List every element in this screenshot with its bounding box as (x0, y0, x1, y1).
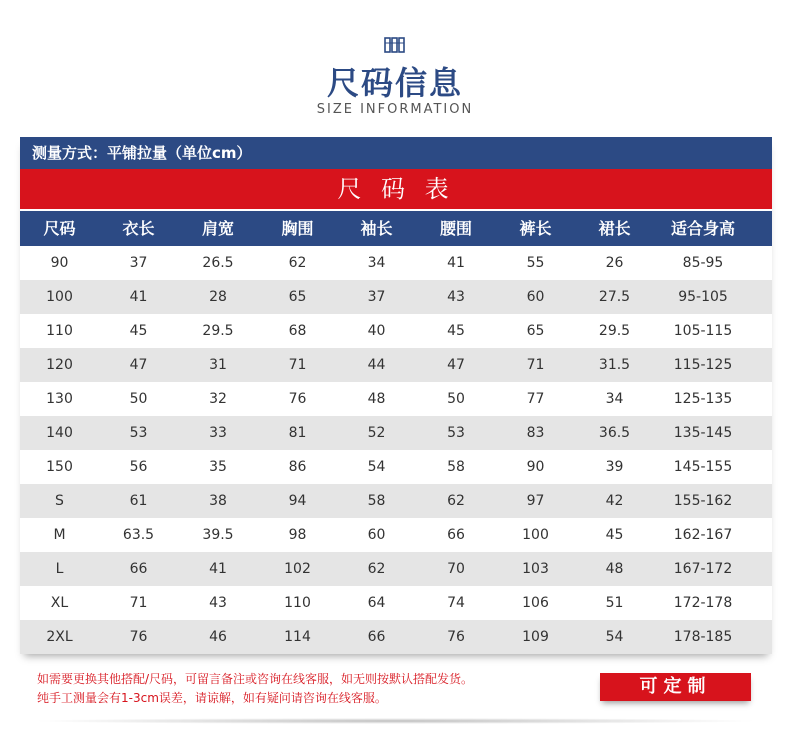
table-row (20, 620, 772, 654)
table-row (20, 314, 772, 348)
table-cell: 58 (447, 459, 465, 475)
size-table (20, 137, 772, 654)
table-cell: 39 (605, 459, 624, 475)
table-cell: 53 (129, 425, 148, 441)
table-cell: 63.5 (122, 527, 155, 543)
table-body (20, 246, 772, 654)
table-cell: 105-115 (673, 323, 733, 339)
table-cell: 71 (526, 357, 545, 373)
table-cell: 130 (46, 391, 73, 407)
table-cell: 43 (447, 289, 465, 305)
table-cell: 60 (367, 527, 386, 543)
table-cell: 150 (46, 459, 73, 475)
table-cell: 94 (288, 493, 307, 509)
table-cell: 32 (209, 391, 227, 407)
book-icon (384, 36, 406, 54)
table-cell: 31.5 (598, 357, 631, 373)
measure-method: 测量方式：平铺拉量（单位cm） (20, 137, 772, 169)
table-cell: 53 (447, 425, 465, 441)
table-cell: 52 (367, 425, 386, 441)
table-cell: 47 (129, 357, 148, 373)
table-header (20, 209, 772, 246)
table-cell: 178-185 (673, 629, 733, 645)
table-cell: 45 (447, 323, 465, 339)
table-cell: 172-178 (673, 595, 733, 611)
table-cell: 77 (526, 391, 545, 407)
table-cell: 60 (526, 289, 545, 305)
table-cell: 50 (129, 391, 148, 407)
customizable-button[interactable]: 可定制 (600, 673, 751, 701)
table-cell: 26.5 (202, 255, 234, 271)
table-cell: S (55, 493, 64, 509)
table-cell: 42 (605, 493, 624, 509)
table-cell: 64 (367, 595, 386, 611)
table-cell: 40 (367, 323, 386, 339)
table-cell: 66 (367, 629, 386, 645)
table-cell: 167-172 (673, 561, 733, 577)
table-cell: 162-167 (673, 527, 733, 543)
table-cell: 76 (447, 629, 465, 645)
table-cell: 44 (367, 357, 386, 373)
table-cell: 66 (447, 527, 465, 543)
table-cell: 48 (367, 391, 386, 407)
table-cell: 27.5 (598, 289, 631, 305)
table-cell: 62 (367, 561, 386, 577)
table-cell: 70 (447, 561, 465, 577)
notes (37, 670, 473, 708)
table-cell: 90 (50, 255, 69, 271)
table-row (20, 450, 772, 484)
table-cell: 103 (522, 561, 549, 577)
table-cell: 55 (526, 255, 545, 271)
table-cell: 65 (288, 289, 307, 305)
table-row (20, 348, 772, 382)
table-cell: 51 (605, 595, 624, 611)
table-cell: 98 (288, 527, 307, 543)
column-header: 胸围 (281, 219, 314, 238)
table-cell: 28 (209, 289, 227, 305)
table-cell: 125-135 (673, 391, 733, 407)
table-cell: 61 (129, 493, 148, 509)
table-cell: 50 (447, 391, 465, 407)
table-cell: 35 (209, 459, 227, 475)
table-cell: 74 (447, 595, 465, 611)
table-cell: 62 (447, 493, 465, 509)
column-header: 尺码 (43, 219, 76, 238)
table-cell: 85-95 (682, 255, 724, 271)
table-cell: 66 (129, 561, 148, 577)
table-cell: 46 (209, 629, 227, 645)
column-header: 衣长 (122, 219, 155, 238)
table-cell: 106 (522, 595, 549, 611)
table-cell: 62 (288, 255, 307, 271)
table-cell: 140 (46, 425, 73, 441)
table-cell: 58 (367, 493, 386, 509)
table-row (20, 416, 772, 450)
table-cell: 68 (288, 323, 307, 339)
table-cell: 41 (129, 289, 148, 305)
table-cell: 110 (46, 323, 73, 339)
table-cell: 145-155 (673, 459, 733, 475)
table-cell: 34 (605, 391, 624, 407)
table-cell: L (55, 561, 64, 577)
table-cell: 34 (367, 255, 386, 271)
table-cell: 45 (129, 323, 148, 339)
table-cell: 86 (288, 459, 307, 475)
table-cell: 65 (526, 323, 545, 339)
table-cell: 90 (526, 459, 545, 475)
table-cell: M (53, 527, 66, 543)
table-cell: 71 (129, 595, 148, 611)
table-cell: 36.5 (598, 425, 631, 441)
table-cell: 95-105 (678, 289, 728, 305)
table-cell: 102 (284, 561, 311, 577)
table-row (20, 518, 772, 552)
table-row (20, 586, 772, 620)
table-cell: 54 (367, 459, 386, 475)
table-cell: 37 (367, 289, 386, 305)
table-cell: 135-145 (673, 425, 733, 441)
table-cell: 155-162 (673, 493, 733, 509)
column-header: 适合身高 (670, 219, 735, 238)
table-cell: 45 (605, 527, 624, 543)
divider-shadow (30, 718, 760, 724)
table-title: 尺 码 表 (20, 169, 772, 209)
table-row (20, 280, 772, 314)
table-cell: 54 (605, 629, 624, 645)
table-cell: 114 (284, 629, 311, 645)
table-cell: 100 (46, 289, 73, 305)
table-cell: 41 (447, 255, 465, 271)
table-cell: 2XL (46, 629, 73, 645)
column-header: 腰围 (439, 219, 472, 238)
table-cell: 56 (129, 459, 148, 475)
table-cell: 33 (209, 425, 227, 441)
table-cell: 110 (284, 595, 311, 611)
table-cell: 37 (129, 255, 148, 271)
table-cell: 100 (522, 527, 549, 543)
note-line: 纯手工测量会有1-3cm误差，请谅解，如有疑问请咨询在线客服。 (37, 691, 387, 705)
table-row (20, 382, 772, 416)
table-cell: 71 (288, 357, 307, 373)
table-cell: 81 (288, 425, 307, 441)
column-header: 裤长 (519, 219, 552, 238)
table-cell: 76 (288, 391, 307, 407)
table-cell: 26 (605, 255, 624, 271)
table-cell: 109 (522, 629, 549, 645)
table-cell: 48 (605, 561, 624, 577)
table-cell: 29.5 (202, 323, 234, 339)
page-title: 尺码信息 (326, 64, 463, 102)
table-cell: 38 (209, 493, 227, 509)
table-cell: 31 (209, 357, 227, 373)
table-cell: 29.5 (598, 323, 631, 339)
table-cell: 43 (209, 595, 227, 611)
table-cell: 39.5 (202, 527, 234, 543)
table-row (20, 246, 772, 280)
column-header: 裙长 (598, 219, 631, 238)
table-cell: 120 (46, 357, 73, 373)
table-cell: 76 (129, 629, 148, 645)
page-subtitle: SIZE INFORMATION (316, 102, 474, 117)
note-line: 如需要更换其他搭配/尺码，可留言备注或咨询在线客服，如无则按默认搭配发货。 (37, 672, 474, 686)
column-header: 袖长 (360, 219, 393, 238)
table-cell: 83 (526, 425, 545, 441)
column-header: 肩宽 (201, 219, 234, 238)
table-cell: 97 (526, 493, 545, 509)
table-cell: 41 (209, 561, 227, 577)
table-cell: XL (50, 595, 69, 611)
table-cell: 47 (447, 357, 465, 373)
table-cell: 115-125 (673, 357, 733, 373)
table-row (20, 484, 772, 518)
table-row (20, 552, 772, 586)
